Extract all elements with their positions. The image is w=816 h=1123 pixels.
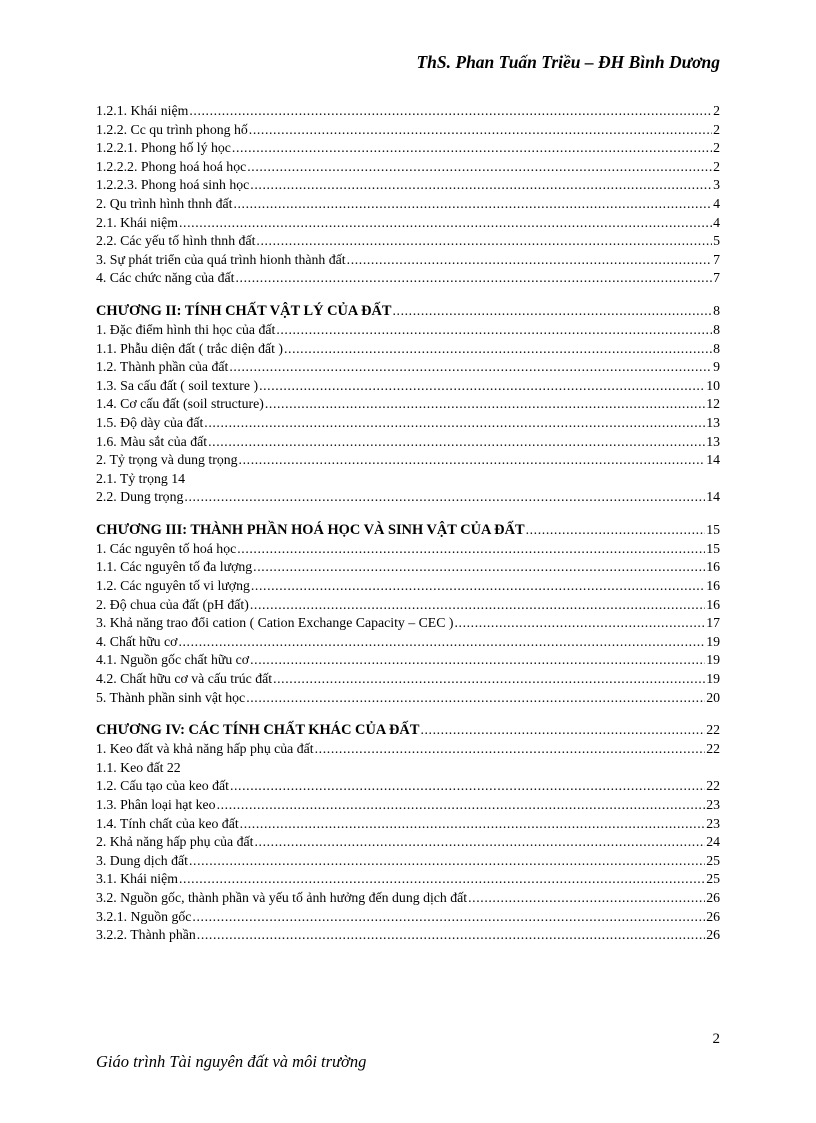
toc-entry-page: 5 xyxy=(713,233,720,249)
toc-entry-label: 1.2.2.1. Phong hố lý học xyxy=(96,140,231,156)
dot-leader xyxy=(254,834,705,850)
toc-entry-label: 1.4. Cơ cấu đất (soil structure) xyxy=(96,396,264,412)
toc-entry-page: 17 xyxy=(706,615,720,631)
toc-entry-label: 1.4. Tính chất của keo đất xyxy=(96,815,239,831)
dot-leader xyxy=(250,177,712,193)
toc-entry-label: 2.2. Các yếu tố hình thnh đất xyxy=(96,233,256,249)
toc-entry-label: 1.2. Cấu tạo của keo đất xyxy=(96,778,229,794)
dot-leader xyxy=(284,341,712,357)
toc-entry xyxy=(96,341,720,360)
toc-entry xyxy=(96,233,720,252)
toc-chapter-heading xyxy=(96,303,720,322)
toc-entry xyxy=(96,797,720,816)
dot-leader xyxy=(229,359,712,375)
toc-entry xyxy=(96,909,720,928)
dot-leader xyxy=(265,396,705,412)
dot-leader xyxy=(347,252,712,268)
toc-entry xyxy=(96,778,720,797)
dot-leader xyxy=(246,690,705,706)
toc-entry-label: 3.1. Khái niệm xyxy=(96,871,178,887)
dot-leader xyxy=(250,652,705,668)
dot-leader xyxy=(315,741,706,757)
toc-entry-label: 2. Khả năng hấp phụ của đất xyxy=(96,834,254,850)
dot-leader xyxy=(240,816,706,832)
toc-entry xyxy=(96,671,720,690)
toc-entry-page: 13 xyxy=(706,433,720,449)
page-header: ThS. Phan Tuấn Triều – ĐH Bình Dương xyxy=(416,52,720,72)
toc-entry-page: 16 xyxy=(706,596,720,612)
toc-entry xyxy=(96,122,720,141)
toc-entry-page: 23 xyxy=(706,797,720,812)
toc-entry xyxy=(96,378,720,397)
toc-entry-page: 22 xyxy=(706,741,720,757)
toc-entry-label: 1.2. Các nguyên tố vi lượng xyxy=(96,578,250,594)
page-footer: Giáo trình Tài nguyên đất và môi trường xyxy=(96,1052,367,1071)
dot-leader xyxy=(256,233,712,249)
toc-entry xyxy=(96,760,720,779)
toc-entry-page: 15 xyxy=(706,540,720,556)
toc-entry-page: 8 xyxy=(713,302,720,318)
toc-entry xyxy=(96,103,720,122)
section-gap xyxy=(96,708,720,722)
toc-entry xyxy=(96,871,720,890)
dot-leader xyxy=(392,303,712,319)
dot-leader xyxy=(237,541,705,557)
page-number: 2 xyxy=(712,1031,720,1047)
toc-entry-page: 7 xyxy=(713,270,720,286)
toc-entry-label: 2.1. Tỷ trọng 14 xyxy=(96,470,186,486)
toc-entry-label: 1.1. Keo đất 22 xyxy=(96,759,181,775)
toc-entry xyxy=(96,890,720,909)
toc-entry-label: 1. Keo đất và khả năng hấp phụ của đất xyxy=(96,741,314,757)
toc-entry xyxy=(96,415,720,434)
toc-entry-page: 4 xyxy=(713,195,720,211)
dot-leader xyxy=(192,909,705,925)
toc-entry-page: 25 xyxy=(706,871,720,887)
toc-entry-page: 22 xyxy=(706,722,720,738)
dot-leader xyxy=(230,778,705,794)
toc-entry-page: 26 xyxy=(706,908,720,924)
section-gap xyxy=(96,289,720,303)
toc-entry-page: 20 xyxy=(706,689,720,705)
table-of-contents xyxy=(96,103,720,946)
toc-entry-page: 13 xyxy=(706,414,720,430)
toc-entry xyxy=(96,853,720,872)
toc-entry xyxy=(96,834,720,853)
toc-entry-page: 2 xyxy=(713,140,720,156)
toc-entry-page: 14 xyxy=(706,489,720,505)
toc-entry-page: 15 xyxy=(706,521,720,537)
toc-entry xyxy=(96,634,720,653)
dot-leader xyxy=(454,615,705,631)
toc-entry-label: 1.5. Độ dày của đất xyxy=(96,414,204,430)
toc-entry xyxy=(96,816,720,835)
dot-leader xyxy=(184,489,705,505)
toc-entry-page: 16 xyxy=(706,578,720,594)
toc-entry xyxy=(96,690,720,709)
toc-entry-page: 19 xyxy=(706,633,720,649)
toc-entry-label: 3.2.1. Nguồn gốc xyxy=(96,908,192,924)
toc-entry xyxy=(96,541,720,560)
toc-entry-label: 1.2.2. Cc qu trình phong hố xyxy=(96,121,248,137)
toc-entry-label: CHƯƠNG II: TÍNH CHẤT VẬT LÝ CỦA ĐẤT xyxy=(96,302,392,319)
dot-leader xyxy=(259,378,705,394)
dot-leader xyxy=(232,140,712,156)
toc-entry-label: CHƯƠNG III: THÀNH PHẦN HOÁ HỌC VÀ SINH VẬT CỦA ĐẤT xyxy=(96,521,525,538)
toc-entry-page: 22 xyxy=(706,778,720,794)
toc-entry xyxy=(96,559,720,578)
toc-entry-page: 19 xyxy=(706,671,720,687)
dot-leader xyxy=(468,890,705,906)
toc-entry xyxy=(96,741,720,760)
toc-entry-label: 1. Các nguyên tố hoá học xyxy=(96,540,237,556)
toc-entry xyxy=(96,140,720,159)
toc-entry-label: 3. Khả năng trao đổi cation ( Cation Exchange Capacity – CEC ) xyxy=(96,615,454,631)
dot-leader xyxy=(189,853,705,869)
toc-entry xyxy=(96,215,720,234)
dot-leader xyxy=(526,522,706,538)
toc-entry-label: 1.3. Sa cấu đất ( soil texture ) xyxy=(96,377,259,393)
toc-entry xyxy=(96,578,720,597)
dot-leader xyxy=(233,196,712,212)
toc-entry-page: 25 xyxy=(706,852,720,868)
dot-leader xyxy=(217,797,706,813)
dot-leader xyxy=(236,270,713,286)
toc-entry xyxy=(96,196,720,215)
dot-leader xyxy=(204,415,705,431)
toc-entry-label: 1.1. Các nguyên tố đa lượng xyxy=(96,559,253,575)
toc-entry-page: 7 xyxy=(713,251,720,267)
toc-entry xyxy=(96,396,720,415)
dot-leader xyxy=(239,452,706,468)
dot-leader xyxy=(253,559,705,575)
toc-entry xyxy=(96,927,720,946)
toc-entry-label: 1.1. Phẫu diện đất ( trắc diện đất ) xyxy=(96,340,283,356)
dot-leader xyxy=(276,322,712,338)
dot-leader xyxy=(179,215,712,231)
toc-entry-label: 3. Sự phát triển của quá trình hionh thành đất xyxy=(96,251,346,267)
toc-entry-label: 2. Tỷ trọng và dung trọng xyxy=(96,452,238,468)
toc-entry-page: 4 xyxy=(713,214,720,230)
dot-leader xyxy=(179,871,705,887)
dot-leader xyxy=(247,159,712,175)
toc-entry xyxy=(96,471,720,490)
toc-entry xyxy=(96,322,720,341)
toc-entry-label: 4. Các chức năng của đất xyxy=(96,270,235,286)
toc-entry-page: 26 xyxy=(706,889,720,905)
toc-entry xyxy=(96,434,720,453)
dot-leader xyxy=(251,578,705,594)
toc-entry-label: 1.2. Thành phần của đất xyxy=(96,359,229,375)
toc-entry-label: 1.6. Màu sắt của đất xyxy=(96,433,208,449)
toc-entry-label: 4.1. Nguồn gốc chất hữu cơ xyxy=(96,652,250,668)
toc-entry-label: 1. Đặc điểm hình thi học của đất xyxy=(96,321,276,337)
toc-entry-page: 10 xyxy=(706,377,720,393)
toc-entry-label: 1.2.1. Khái niệm xyxy=(96,103,189,118)
toc-entry-label: 1.3. Phân loại hạt keo xyxy=(96,797,216,812)
dot-leader xyxy=(249,122,712,138)
toc-entry xyxy=(96,359,720,378)
section-gap xyxy=(96,508,720,522)
toc-entry-page: 8 xyxy=(713,321,720,337)
toc-entry-page: 16 xyxy=(706,559,720,575)
toc-entry xyxy=(96,252,720,271)
dot-leader xyxy=(273,671,705,687)
dot-leader xyxy=(178,634,705,650)
dot-leader xyxy=(208,434,705,450)
toc-entry xyxy=(96,615,720,634)
toc-entry-page: 9 xyxy=(713,359,720,375)
toc-entry-page: 2 xyxy=(713,103,720,118)
toc-entry-label: 2. Qu trình hình thnh đất xyxy=(96,195,233,211)
toc-entry-page: 2 xyxy=(713,121,720,137)
toc-entry-label: 4. Chất hữu cơ xyxy=(96,633,178,649)
toc-entry-label: 1.2.2.3. Phong hoá sinh học xyxy=(96,177,250,193)
toc-chapter-heading xyxy=(96,722,720,741)
toc-entry-label: 2. Độ chua của đất (pH đất) xyxy=(96,596,249,612)
toc-entry-page: 3 xyxy=(713,177,720,193)
toc-entry-page: 2 xyxy=(713,158,720,174)
toc-entry xyxy=(96,489,720,508)
dot-leader xyxy=(420,722,705,738)
toc-entry xyxy=(96,652,720,671)
toc-entry xyxy=(96,452,720,471)
toc-entry-page: 26 xyxy=(706,927,720,943)
toc-entry-label: 4.2. Chất hữu cơ và cấu trúc đất xyxy=(96,671,273,687)
toc-entry-label: 5. Thành phần sinh vật học xyxy=(96,689,246,705)
toc-entry xyxy=(96,177,720,196)
toc-entry-label: 3. Dung dịch đất xyxy=(96,852,188,868)
dot-leader xyxy=(189,103,712,119)
toc-entry-label: CHƯƠNG IV: CÁC TÍNH CHẤT KHÁC CỦA ĐẤT xyxy=(96,722,420,739)
toc-entry-page: 14 xyxy=(706,452,720,468)
toc-entry xyxy=(96,270,720,289)
toc-entry-page: 12 xyxy=(706,396,720,412)
toc-entry-label: 1.2.2.2. Phong hoá hoá học xyxy=(96,158,247,174)
toc-entry xyxy=(96,597,720,616)
toc-entry-label: 3.2.2. Thành phần xyxy=(96,927,196,943)
toc-entry-page: 19 xyxy=(706,652,720,668)
toc-entry-page: 23 xyxy=(706,815,720,831)
toc-entry-label: 2.2. Dung trọng xyxy=(96,489,184,505)
dot-leader xyxy=(197,927,705,943)
toc-entry-page: 24 xyxy=(706,834,720,850)
toc-entry-label: 3.2. Nguồn gốc, thành phần và yếu tố ảnh hưởng đến dung dịch đất xyxy=(96,889,468,905)
toc-entry-page: 8 xyxy=(713,340,720,356)
toc-entry xyxy=(96,159,720,178)
toc-entry-label: 2.1. Khái niệm xyxy=(96,214,178,230)
dot-leader xyxy=(250,597,705,613)
toc-chapter-heading xyxy=(96,522,720,541)
